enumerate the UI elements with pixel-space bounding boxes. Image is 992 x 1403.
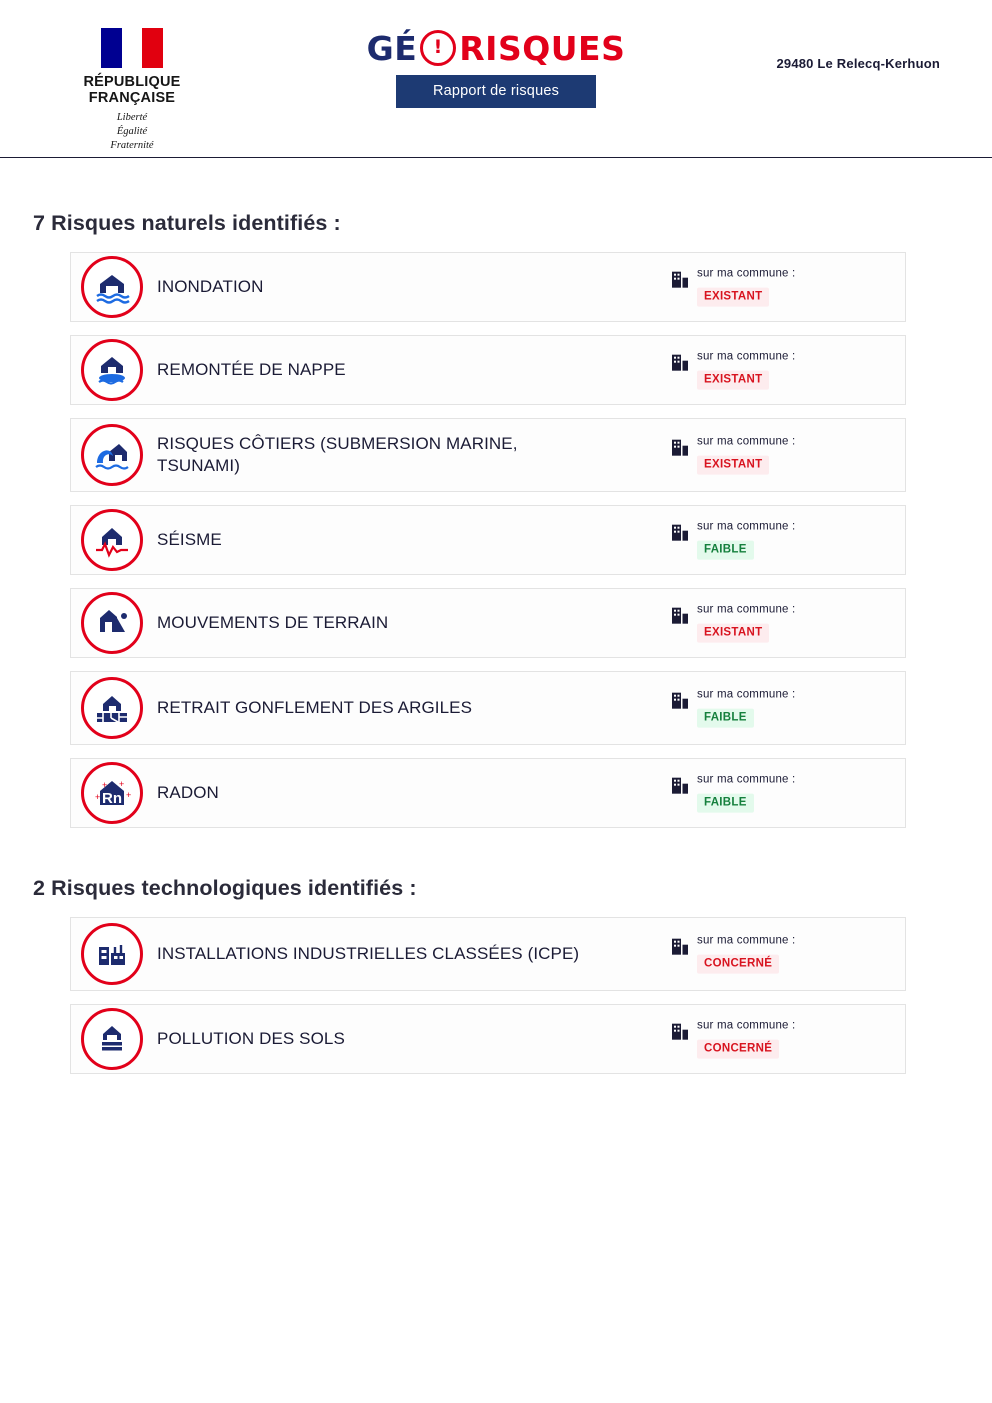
soil-pollution-icon bbox=[81, 1008, 143, 1070]
risk-row-icpe[interactable] bbox=[70, 917, 906, 991]
risk-label: POLLUTION DES SOLS bbox=[157, 1029, 345, 1049]
commune-label: 29480 Le Relecq-Kerhuon bbox=[776, 56, 940, 71]
risk-scope-label: sur ma commune : bbox=[697, 603, 796, 616]
risk-row-radon[interactable] bbox=[70, 758, 906, 828]
building-icon bbox=[671, 606, 689, 626]
status-badge: CONCERNÉ bbox=[697, 954, 779, 973]
risk-scope-label: sur ma commune : bbox=[697, 435, 796, 448]
section-title-technological: 2 Risques technologiques identifiés : bbox=[33, 876, 417, 900]
svg-text:+: + bbox=[119, 779, 125, 789]
risk-status bbox=[671, 351, 795, 390]
risk-label: RADON bbox=[157, 783, 219, 803]
risk-row-risques-cotiers[interactable] bbox=[70, 418, 906, 492]
earthquake-icon bbox=[81, 509, 143, 571]
risk-scope-label: sur ma commune : bbox=[697, 520, 796, 533]
risk-label: SÉISME bbox=[157, 530, 222, 550]
status-badge: EXISTANT bbox=[697, 623, 769, 642]
building-icon bbox=[671, 776, 689, 796]
devise-liberte: Liberté bbox=[116, 112, 148, 124]
industrial-plant-icon bbox=[81, 923, 143, 985]
risk-status bbox=[671, 935, 795, 974]
risk-status bbox=[671, 689, 795, 728]
risk-status bbox=[671, 1020, 795, 1059]
building-icon bbox=[671, 523, 689, 543]
report-title-badge: Rapport de risques bbox=[396, 75, 596, 108]
radon-icon bbox=[81, 762, 143, 824]
risk-label: RISQUES CÔTIERS (SUBMERSION MARINE, TSUNAMI) bbox=[157, 434, 518, 475]
status-badge: EXISTANT bbox=[697, 370, 769, 389]
groundwater-rise-icon bbox=[81, 339, 143, 401]
status-badge: FAIBLE bbox=[697, 708, 754, 727]
risk-status bbox=[671, 521, 795, 560]
risk-scope-label: sur ma commune : bbox=[697, 688, 796, 701]
risk-scope-label: sur ma commune : bbox=[697, 773, 796, 786]
building-icon bbox=[671, 1022, 689, 1042]
status-badge: FAIBLE bbox=[697, 793, 754, 812]
building-icon bbox=[671, 270, 689, 290]
risk-label: REMONTÉE DE NAPPE bbox=[157, 360, 346, 380]
risk-scope-label: sur ma commune : bbox=[697, 934, 796, 947]
risk-label: INONDATION bbox=[157, 277, 264, 297]
devise bbox=[62, 111, 202, 153]
page-header bbox=[0, 0, 992, 158]
status-badge: CONCERNÉ bbox=[697, 1039, 779, 1058]
risk-row-pollution-des-sols[interactable] bbox=[70, 1004, 906, 1074]
report-body bbox=[0, 211, 992, 1074]
building-icon bbox=[671, 937, 689, 957]
risk-scope-label: sur ma commune : bbox=[697, 1019, 796, 1032]
devise-fraternite: Fraternité bbox=[110, 140, 154, 152]
flood-icon bbox=[81, 256, 143, 318]
technological-risks-list bbox=[70, 917, 906, 1074]
risk-status bbox=[671, 604, 795, 643]
svg-text:Rn: Rn bbox=[102, 790, 122, 807]
natural-risks-list bbox=[70, 252, 906, 828]
risk-label: RETRAIT GONFLEMENT DES ARGILES bbox=[157, 698, 473, 718]
building-icon bbox=[671, 438, 689, 458]
risk-label: INSTALLATIONS INDUSTRIELLES CLASSÉES (ICPE) bbox=[157, 944, 580, 964]
risk-row-seisme[interactable] bbox=[70, 505, 906, 575]
risk-row-retrait-gonflement-argiles[interactable] bbox=[70, 671, 906, 745]
status-badge: FAIBLE bbox=[697, 540, 754, 559]
risk-status bbox=[671, 268, 795, 307]
section-title-natural: 7 Risques naturels identifiés : bbox=[33, 211, 341, 235]
risk-scope-label: sur ma commune : bbox=[697, 267, 796, 280]
clay-shrink-swell-icon bbox=[81, 677, 143, 739]
svg-text:+: + bbox=[126, 790, 132, 800]
building-icon bbox=[671, 691, 689, 711]
risk-status bbox=[671, 774, 795, 813]
risk-status bbox=[671, 436, 795, 475]
status-badge: EXISTANT bbox=[697, 287, 769, 306]
risk-row-remontee-de-nappe[interactable] bbox=[70, 335, 906, 405]
landslide-icon bbox=[81, 592, 143, 654]
republique-line-1: RÉPUBLIQUE bbox=[83, 74, 181, 90]
brand-prefix: GÉ bbox=[366, 28, 418, 68]
svg-text:+: + bbox=[95, 792, 101, 802]
status-badge: EXISTANT bbox=[697, 455, 769, 474]
svg-text:+: + bbox=[102, 780, 108, 790]
devise-egalite: Égalité bbox=[116, 126, 148, 138]
warning-circle-icon bbox=[420, 30, 456, 66]
coastal-risk-icon bbox=[81, 424, 143, 486]
brand-suffix: RISQUES bbox=[459, 28, 626, 68]
building-icon bbox=[671, 353, 689, 373]
georisques-logo bbox=[367, 30, 626, 66]
risk-scope-label: sur ma commune : bbox=[697, 350, 796, 363]
republique-line-2: FRANÇAISE bbox=[88, 90, 176, 107]
risk-label: MOUVEMENTS DE TERRAIN bbox=[157, 613, 389, 633]
risk-row-inondation[interactable] bbox=[70, 252, 906, 322]
risk-row-mouvements-de-terrain[interactable] bbox=[70, 588, 906, 658]
